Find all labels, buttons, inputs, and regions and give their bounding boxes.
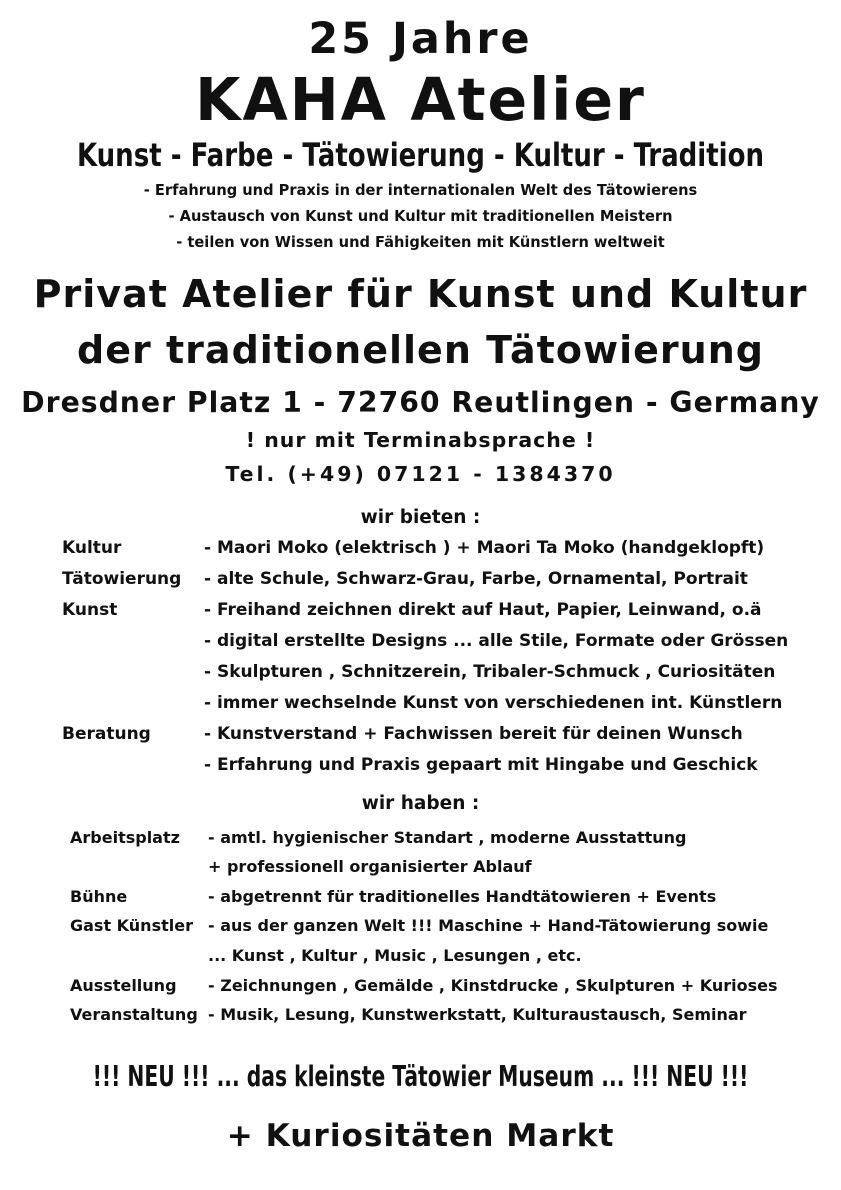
phone-number: Tel. (+49) 07121 - 1384370 (225, 462, 616, 486)
have-heading: wir haben : (361, 793, 480, 814)
have-text: ... Kunst , Kultur , Music , Lesungen , etc. (208, 946, 582, 965)
have-text: + professionell organisierter Ablauf (208, 857, 532, 876)
offer-text: - immer wechselnde Kunst von verschiedenen int. Künstlern (204, 693, 783, 713)
have-label: Bühne (70, 887, 128, 906)
offer-text: - alte Schule, Schwarz-Grau, Farbe, Ornamental, Portrait (204, 569, 748, 589)
studio-title-line1: Privat Atelier für Kunst und Kultur (33, 272, 808, 316)
have-text: - abgetrennt für traditionelles Handtätowieren + Events (208, 887, 717, 906)
appointment-note: ! nur mit Terminabsprache ! (245, 428, 596, 452)
have-label: Veranstaltung (70, 1005, 198, 1024)
have-text: - amtl. hygienischer Standart , moderne Ausstattung (208, 828, 687, 847)
market-announcement: + Kuriositäten Markt (226, 1118, 615, 1154)
have-label: Ausstellung (70, 976, 177, 995)
have-text: - Zeichnungen , Gemälde , Kinstdrucke , Skulpturen + Kurioses (208, 976, 778, 995)
intro-bullet: - Austausch von Kunst und Kultur mit traditionellen Meistern (168, 208, 673, 225)
years-heading: 25 Jahre (308, 14, 533, 64)
offer-text: - Skulpturen , Schnitzerein, Tribaler-Schmuck , Curiositäten (204, 662, 776, 682)
offer-text: - digital erstellte Designs ... alle Stile, Formate oder Grössen (204, 631, 789, 651)
offer-label: Kultur (62, 538, 122, 558)
offer-label: Kunst (62, 600, 118, 620)
address: Dresdner Platz 1 - 72760 Reutlingen - Germany (21, 386, 820, 419)
offer-heading: wir bieten : (360, 507, 481, 528)
offer-text: - Kunstverstand + Fachwissen bereit für deinen Wunsch (204, 724, 743, 744)
subtitle: Kunst - Farbe - Tätowierung - Kultur - Tradition (76, 136, 765, 174)
have-label: Arbeitsplatz (70, 828, 180, 847)
intro-bullet: - teilen von Wissen und Fähigkeiten mit Künstlern weltweit (176, 234, 665, 251)
have-text: - aus der ganzen Welt !!! Maschine + Hand-Tätowierung sowie (208, 916, 769, 935)
museum-announcement: !!! NEU !!! ... das kleinste Tätowier Museum ... !!! NEU !!! (92, 1060, 749, 1093)
have-text: - Musik, Lesung, Kunstwerkstatt, Kulturaustausch, Seminar (208, 1005, 747, 1024)
offer-text: - Maori Moko (elektrisch ) + Maori Ta Moko (handgeklopft) (204, 538, 765, 558)
offer-text: - Freihand zeichnen direkt auf Haut, Papier, Leinwand, o.ä (204, 600, 762, 620)
intro-bullet: - Erfahrung und Praxis in der internationalen Welt des Tätowierens (143, 182, 698, 199)
offer-label: Tätowierung (62, 569, 182, 589)
have-label: Gast Künstler (70, 916, 193, 935)
studio-title-line2: der traditionellen Tätowierung (77, 328, 764, 372)
offer-label: Beratung (62, 724, 151, 744)
offer-text: - Erfahrung und Praxis gepaart mit Hingabe und Geschick (204, 755, 758, 775)
atelier-title: KAHA Atelier (195, 66, 646, 134)
